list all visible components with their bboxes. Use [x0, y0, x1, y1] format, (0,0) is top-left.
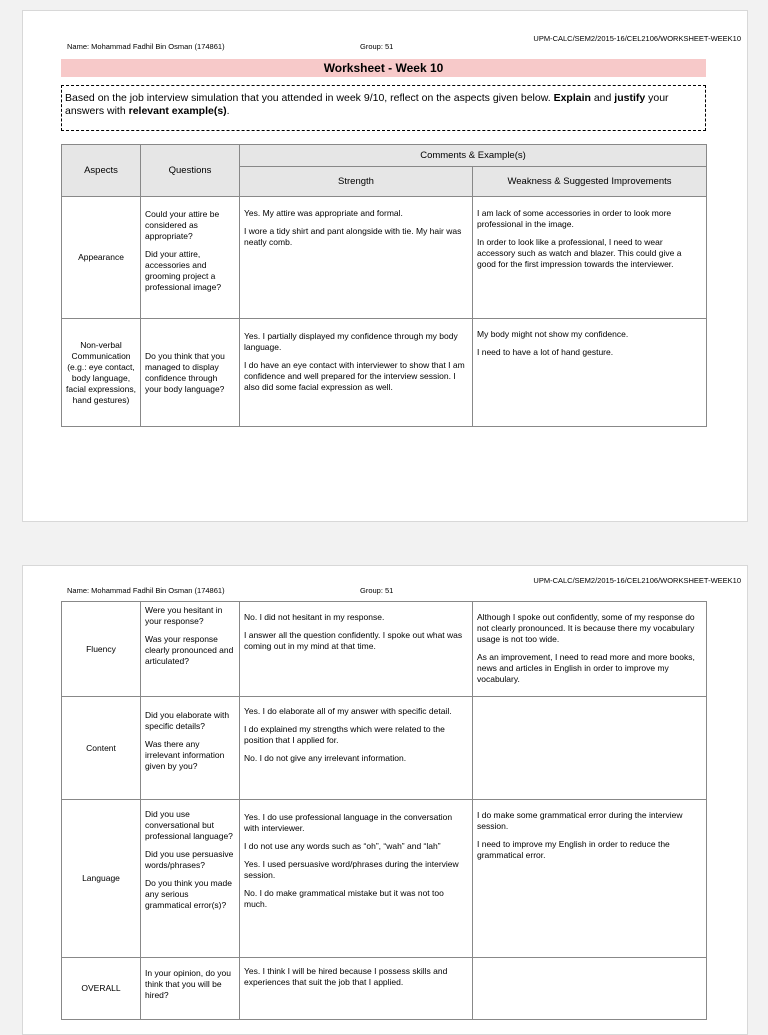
strength-text: Yes. I do elaborate all of my answer with specific detail. — [244, 706, 452, 716]
strength-text: Yes. I used persuasive word/phrases during the interview session. — [244, 859, 459, 880]
weakness-cell — [473, 958, 707, 1020]
worksheet-page-2 — [22, 565, 748, 1035]
strength-cell — [240, 319, 473, 427]
instruction-end: . — [226, 105, 230, 117]
weakness-cell — [473, 800, 707, 958]
weakness-text: I am lack of some accessories in order to look more professional in the image. — [477, 208, 672, 229]
aspect-cell: Non-verbal Communication (e.g.: eye contact, body language, facial expressions, hand gestures) — [62, 319, 141, 427]
strength-text: No. I do make grammatical mistake but it was not too much. — [244, 888, 444, 909]
question-text: Was your response clearly pronounced and articulated? — [145, 634, 234, 666]
group-number: Group: 51 — [360, 42, 394, 51]
question-text: Did you use conversational but professional language? — [145, 809, 233, 841]
strength-text: I do not use any words such as “oh”, “wah” and “lah” — [244, 841, 441, 851]
strength-text: I wore a tidy shirt and pant alongside with tie. My hair was neatly comb. — [244, 226, 462, 247]
strength-text: Yes. I do use professional language in the conversation with interviewer. — [244, 812, 453, 833]
header-weakness: Weakness & Suggested Improvements — [473, 167, 707, 197]
strength-text: I answer all the question confidently. I spoke out what was coming out in my mind at that time. — [244, 630, 463, 651]
questions-cell — [141, 319, 240, 427]
question-text: In your opinion, do you think that you will be hired? — [145, 968, 232, 1000]
document-code: UPM-CALC/SEM2/2015-16/CEL2106/WORKSHEET-WEEK10 — [533, 576, 741, 585]
question-text: Do you think that you managed to display confidence through your body language? — [145, 350, 225, 394]
strength-text: Yes. I partially displayed my confidence through my body language. — [244, 331, 458, 352]
strength-cell — [240, 697, 473, 800]
questions-cell — [141, 800, 240, 958]
student-name: Name: Mohammad Fadhil Bin Osman (174861) — [67, 42, 225, 51]
strength-text: I do explained my strengths which were related to the position that I applied for. — [244, 724, 445, 745]
instruction-and: and — [590, 92, 615, 104]
strength-cell — [240, 958, 473, 1020]
weakness-text: I need to improve my English in order to reduce the grammatical error. — [477, 839, 670, 860]
strength-text: I do have an eye contact with interviewer to show that I am confidence and well prepared for the interview session. I also did some facial expression as well. — [244, 360, 465, 392]
strength-cell — [240, 800, 473, 958]
questions-cell — [141, 197, 240, 319]
header-strength: Strength — [240, 167, 473, 197]
header-questions: Questions — [141, 145, 240, 197]
aspect-cell: Content — [62, 697, 141, 800]
worksheet-page-1 — [22, 10, 748, 522]
questions-cell — [141, 602, 240, 697]
strength-text: No. I did not hesitant in my response. — [244, 612, 385, 622]
strength-text: Yes. I think I will be hired because I possess skills and experiences that suit the job that I applied. — [244, 966, 448, 987]
group-number: Group: 51 — [360, 586, 394, 595]
weakness-text: I need to have a lot of hand gesture. — [477, 347, 614, 357]
header-comments: Comments & Example(s) — [240, 145, 707, 167]
worksheet-title: Worksheet - Week 10 — [61, 59, 706, 77]
question-text: Was there any irrelevant information given by you? — [145, 739, 225, 771]
weakness-text: As an improvement, I need to read more and more books, news and articles in English in order to improve my vocabulary. — [477, 652, 695, 684]
weakness-text: Although I spoke out confidently, some of my response do not clearly pronounced. It is because there my vocabulary usage is not too wide. — [477, 612, 695, 644]
weakness-cell — [473, 697, 707, 800]
header-aspects: Aspects — [62, 145, 141, 197]
weakness-cell — [473, 602, 707, 697]
aspect-cell: OVERALL — [62, 958, 141, 1020]
row-language — [62, 800, 707, 958]
weakness-text: In order to look like a professional, I need to wear accessory such as watch and blazer. This could give a good for the first impression towards the interviewer. — [477, 237, 682, 269]
strength-text: Yes. My attire was appropriate and formal. — [244, 208, 403, 218]
instruction-text-2: your answers with — [65, 92, 669, 117]
reflection-table-1 — [61, 144, 707, 427]
strength-text: No. I do not give any irrelevant information. — [244, 753, 407, 763]
weakness-cell — [473, 319, 707, 427]
questions-cell — [141, 697, 240, 800]
instruction-relevant: relevant example(s) — [128, 105, 227, 117]
question-text: Do you think you made any serious grammatical error(s)? — [145, 878, 232, 910]
instruction-justify: justify — [614, 92, 646, 104]
student-name: Name: Mohammad Fadhil Bin Osman (174861) — [67, 586, 225, 595]
reflection-table-2 — [61, 601, 707, 1020]
weakness-text: I do make some grammatical error during the interview session. — [477, 810, 683, 831]
question-text: Were you hesitant in your response? — [145, 605, 223, 626]
instruction-box — [61, 85, 706, 131]
question-text: Did you use persuasive words/phrases? — [145, 849, 234, 870]
question-text: Did you elaborate with specific details? — [145, 710, 230, 731]
aspect-cell: Appearance — [62, 197, 141, 319]
row-appearance — [62, 197, 707, 319]
row-overall — [62, 958, 707, 1020]
document-code: UPM-CALC/SEM2/2015-16/CEL2106/WORKSHEET-WEEK10 — [533, 34, 741, 43]
row-content — [62, 697, 707, 800]
instruction-text: Based on the job interview simulation that you attended in week 9/10, reflect on the aspects given below. — [65, 92, 554, 104]
row-nonverbal — [62, 319, 707, 427]
questions-cell — [141, 958, 240, 1020]
strength-cell — [240, 602, 473, 697]
aspect-cell: Language — [62, 800, 141, 958]
question-text: Could your attire be considered as appropriate? — [145, 209, 220, 241]
weakness-cell — [473, 197, 707, 319]
aspect-cell: Fluency — [62, 602, 141, 697]
instruction-explain: Explain — [553, 92, 591, 104]
question-text: Did your attire, accessories and grooming project a professional image? — [145, 249, 222, 292]
row-fluency — [62, 602, 707, 697]
strength-cell — [240, 197, 473, 319]
weakness-text: My body might not show my confidence. — [477, 329, 629, 339]
